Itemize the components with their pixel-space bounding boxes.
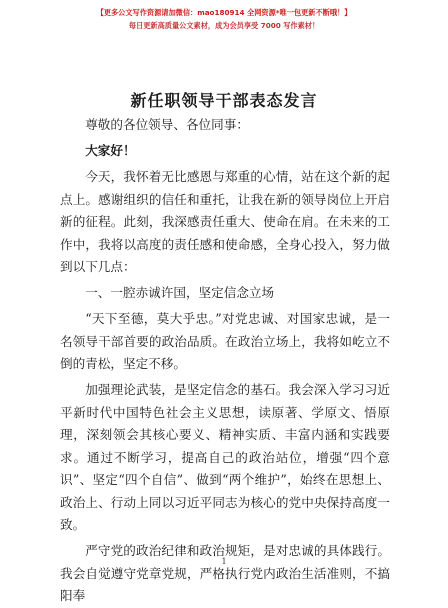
page-number: 1 <box>221 557 227 566</box>
salutation: 尊敬的各位领导、各位同事： <box>85 117 249 132</box>
promo-line-2: 每日更新高质量公文素材，成为会员享受 7000 写作素材！ <box>128 21 320 30</box>
promo-line-1: 【更多公文写作资源请加微信：mao180914 全网资源*唯一包更新不断哦！】 <box>96 8 352 17</box>
document-body <box>60 114 390 608</box>
greeting: 大家好！ <box>85 143 136 158</box>
document-title: 新任职领导干部表态发言 <box>130 91 318 110</box>
promo-banner <box>0 8 448 31</box>
paragraph-theory: 加强理论武装，是坚定信念的基石。我会深入学习习近平新时代中国特色社会主义思想，读原著、学原文、悟原理，深刻领会其核心要义、精神实质、丰富内涵和实践要求。通过不断学习，提高自己的政治站位，增强“四个意识”、坚定“四个自信”、做到“两个维护”，始终在思想上、政治上、行动上同以习近平同志为核心的党中央保持高度一致。 <box>60 382 390 532</box>
section-heading: 一、一腔赤诚许国，坚定信念立场 <box>85 285 275 300</box>
paragraph-intro: 今天，我怀着无比感恩与郑重的心情，站在这个新的起点上。感谢组织的信任和重托，让我在新的领导岗位上开启新的征程。此刻，我深感责任重大、使命在肩。在未来的工作中，我将以高度的责任感和使命感，全身心投入，努力做到以下几点： <box>60 169 390 274</box>
paragraph-discipline: 严守党的政治纪律和政治规矩，是对忠诚的具体践行。我会自觉遵守党章党规，严格执行党内政治生活准则，不搞阳奉 <box>60 543 390 603</box>
paragraph-loyalty: “天下至德，莫大乎忠。”对党忠诚、对国家忠诚，是一名领导干部首要的政治品质。在政治立场上，我将如屹立不倒的青松，坚定不移。 <box>60 311 390 371</box>
